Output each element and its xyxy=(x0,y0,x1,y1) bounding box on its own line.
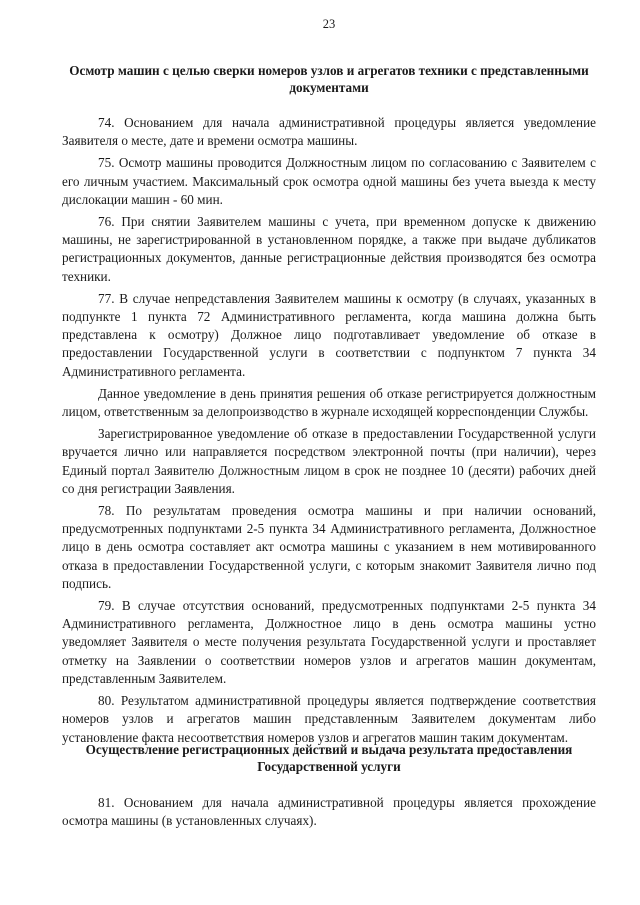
paragraph-78: 78. По результатам проведения осмотра машины и при наличии оснований, предусмотренных подпунктами 2-5 пункта 34 Административного регламента, Должностное лицо в день осмотра составляет акт осмотра машины с указанием в нем мотивированного отказа в предоставлении Государственной услуги, с которым знакомит Заявителя лично под подпись. xyxy=(62,503,596,591)
paragraph-76: 76. При снятии Заявителем машины с учета, при временном допуске к движению машины, не зарегистрированной в установленном порядке, а также при выдаче дубликатов регистрационных документов, данные регистрационные действия производятся без осмотра техники. xyxy=(62,214,596,284)
paragraph-77-notice: Данное уведомление в день принятия решения об отказе регистрируется должностным лицом, ответственным за делопроизводство в журнале исходящей корреспонденции Службы. xyxy=(62,385,596,420)
paragraph-74: 74. Основанием для начала административной процедуры является уведомление Заявителя о месте, дате и времени осмотра машины. xyxy=(62,115,596,149)
section-body-inspection xyxy=(62,114,596,751)
paragraph-75: 75. Осмотр машины проводится Должностным лицом по согласованию с Заявителем с его личным участием. Максимальный срок осмотра одной машины без учета выезда к месту дислокации машин - 60 мин. xyxy=(62,155,596,207)
section-heading-registration: Осуществление регистрационных действий и выдача результата предоставления Государственной услуги xyxy=(85,742,573,774)
page-number: 23 xyxy=(322,17,336,31)
section-heading-inspection: Осмотр машин с целью сверки номеров узлов и агрегатов техники с представленными документами xyxy=(69,63,589,95)
paragraph-80: 80. Результатом административной процедуры является подтверждение соответствия номеров узлов и агрегатов машин представленным Заявителем документам либо установление факта несоответствия номеров узлов и агрегатов машин таким документам. xyxy=(62,693,596,745)
section-body-registration xyxy=(62,794,596,834)
paragraph-81: 81. Основанием для начала административной процедуры является прохождение осмотра машины (в установленных случаях). xyxy=(62,795,596,829)
paragraph-79: 79. В случае отсутствия оснований, предусмотренных подпунктами 2-5 пункта 34 Административного регламента, Должностное лицо в день осмотра машины устно уведомляет Заявителя о месте получения результата Государственной услуги и проставляет отметку на Заявлении о соответствии номеров узлов и агрегатов машин документам, представленным Заявителем. xyxy=(62,598,596,686)
paragraph-77: 77. В случае непредставления Заявителем машины к осмотру (в случаях, указанных в подпункте 1 пункта 72 Административного регламента, когда машина должна быть представлена к осмотру) Должное лицо подготавливает уведомление об отказе в предоставлении Государственной услуги в соответствии с подпунктом 7 пункта 34 Административного регламента. xyxy=(62,290,596,379)
paragraph-77-delivery: Зарегистрированное уведомление об отказе в предоставлении Государственной услуги вручается лично или направляется посредством электронной почты (при наличии), через Единый портал Заявителю Должностным лицом в срок не позднее 10 (десяти) рабочих дней со дня регистрации Заявления. xyxy=(62,426,596,496)
document-page xyxy=(62,0,596,905)
